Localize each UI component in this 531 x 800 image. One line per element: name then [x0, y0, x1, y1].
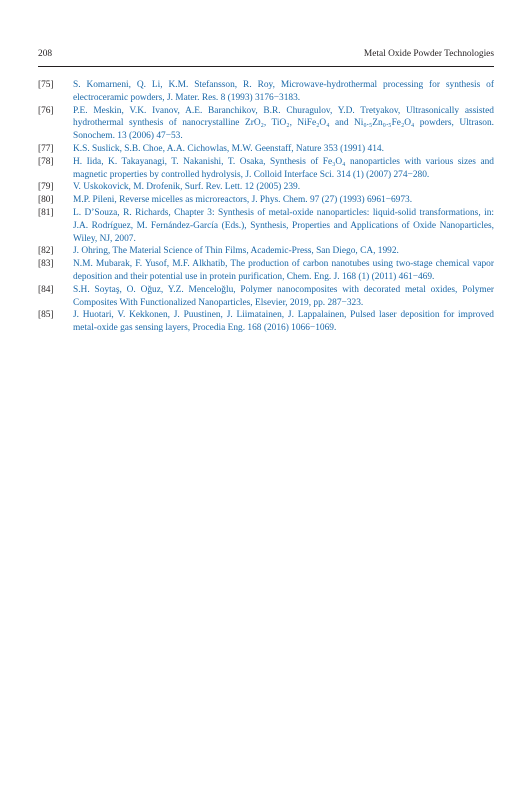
reference-item	[38, 284, 494, 310]
reference-item	[38, 105, 494, 143]
reference-number: [77]	[38, 143, 54, 154]
reference-number: [78]	[38, 156, 54, 167]
reference-link[interactable]: J. Ohring, The Material Science of Thin Films, Academic-Press, San Diego, CA, 1992.	[73, 246, 399, 257]
reference-link[interactable]: H. Iida, K. Takayanagi, T. Nakanishi, T. Osaka, Synthesis of Fe₃O₄ nanoparticles with various sizes and magnetic properties by controlled hydrolysis, J. Colloid Interface Sci. 314 (1) (2007) 274−280.	[73, 156, 494, 180]
reference-number: [85]	[38, 310, 54, 321]
reference-number: [82]	[38, 246, 54, 257]
reference-item	[38, 309, 494, 335]
reference-link[interactable]: S.H. Soytaş, O. Oğuz, Y.Z. Menceloğlu, Polymer nanocomposites with decorated metal oxides, Polymer Composites With Functionalized Nanoparticles, Elsevier, 2019, pp. 287−323.	[73, 284, 494, 308]
reference-number: [76]	[38, 105, 54, 116]
reference-link[interactable]: P.E. Meskin, V.K. Ivanov, A.E. Baranchikov, B.R. Churagulov, Y.D. Tretyakov, Ultrasonically assisted hydrothermal synthesis of nanocrystalline ZrO₂, TiO₂, NiFe₂O₄ and Ni₀.₅Zn₀.₅Fe₂O₄ powders, Ultrason. Sonochem. 13 (2006) 47−53.	[73, 105, 494, 142]
running-title: Metal Oxide Powder Technologies	[363, 49, 494, 59]
reference-item	[38, 194, 494, 207]
reference-number: [75]	[38, 80, 54, 90]
reference-number: [84]	[38, 284, 54, 295]
reference-number: [83]	[38, 259, 54, 270]
page-number: 208	[38, 49, 53, 59]
book-page	[38, 0, 494, 800]
reference-item	[38, 181, 494, 194]
reference-number: [79]	[38, 182, 54, 193]
reference-link[interactable]: L. D’Souza, R. Richards, Chapter 3: Synthesis of metal-oxide nanoparticles: liquid-solid transformations, in: J.A. Rodríguez, M. Fernández-García (Eds.), Synthesis, Properties and Applications of Oxide Nanoparticles, Wiley, NJ, 2007.	[73, 207, 494, 244]
reference-item	[38, 207, 494, 245]
reference-item	[38, 258, 494, 284]
reference-link[interactable]: M.P. Pileni, Reverse micelles as microreactors, J. Phys. Chem. 97 (27) (1993) 6961−6973.	[73, 195, 413, 206]
reference-link[interactable]: V. Uskokovick, M. Drofenik, Surf. Rev. Lett. 12 (2005) 239.	[73, 182, 301, 193]
reference-item	[38, 245, 494, 258]
reference-item	[38, 156, 494, 182]
header-rule	[38, 66, 494, 67]
page-header	[38, 47, 494, 61]
reference-list	[38, 79, 494, 335]
reference-item	[38, 79, 494, 105]
reference-link[interactable]: J. Huotari, V. Kekkonen, J. Puustinen, J. Liimatainen, J. Lappalainen, Pulsed laser deposition for improved metal-oxide gas sensing layers, Procedia Eng. 168 (2016) 1066−1069.	[73, 310, 494, 334]
reference-number: [81]	[38, 207, 54, 218]
reference-item	[38, 143, 494, 156]
reference-link[interactable]: N.M. Mubarak, F. Yusof, M.F. Alkhatib, The production of carbon nanotubes using two-stage chemical vapor deposition and their potential use in protein purification, Chem. Eng. J. 168 (1) (2011) 461−469.	[73, 259, 494, 282]
reference-number: [80]	[38, 195, 54, 206]
reference-link[interactable]: S. Komarneni, Q. Li, K.M. Stefansson, R. Roy, Microwave-hydrothermal processing for synthesis of electroceramic powders, J. Mater. Res. 8 (1993) 3176−3183.	[73, 80, 494, 103]
reference-link[interactable]: K.S. Suslick, S.B. Choe, A.A. Cichowlas, M.W. Geenstaff, Nature 353 (1991) 414.	[73, 143, 384, 154]
